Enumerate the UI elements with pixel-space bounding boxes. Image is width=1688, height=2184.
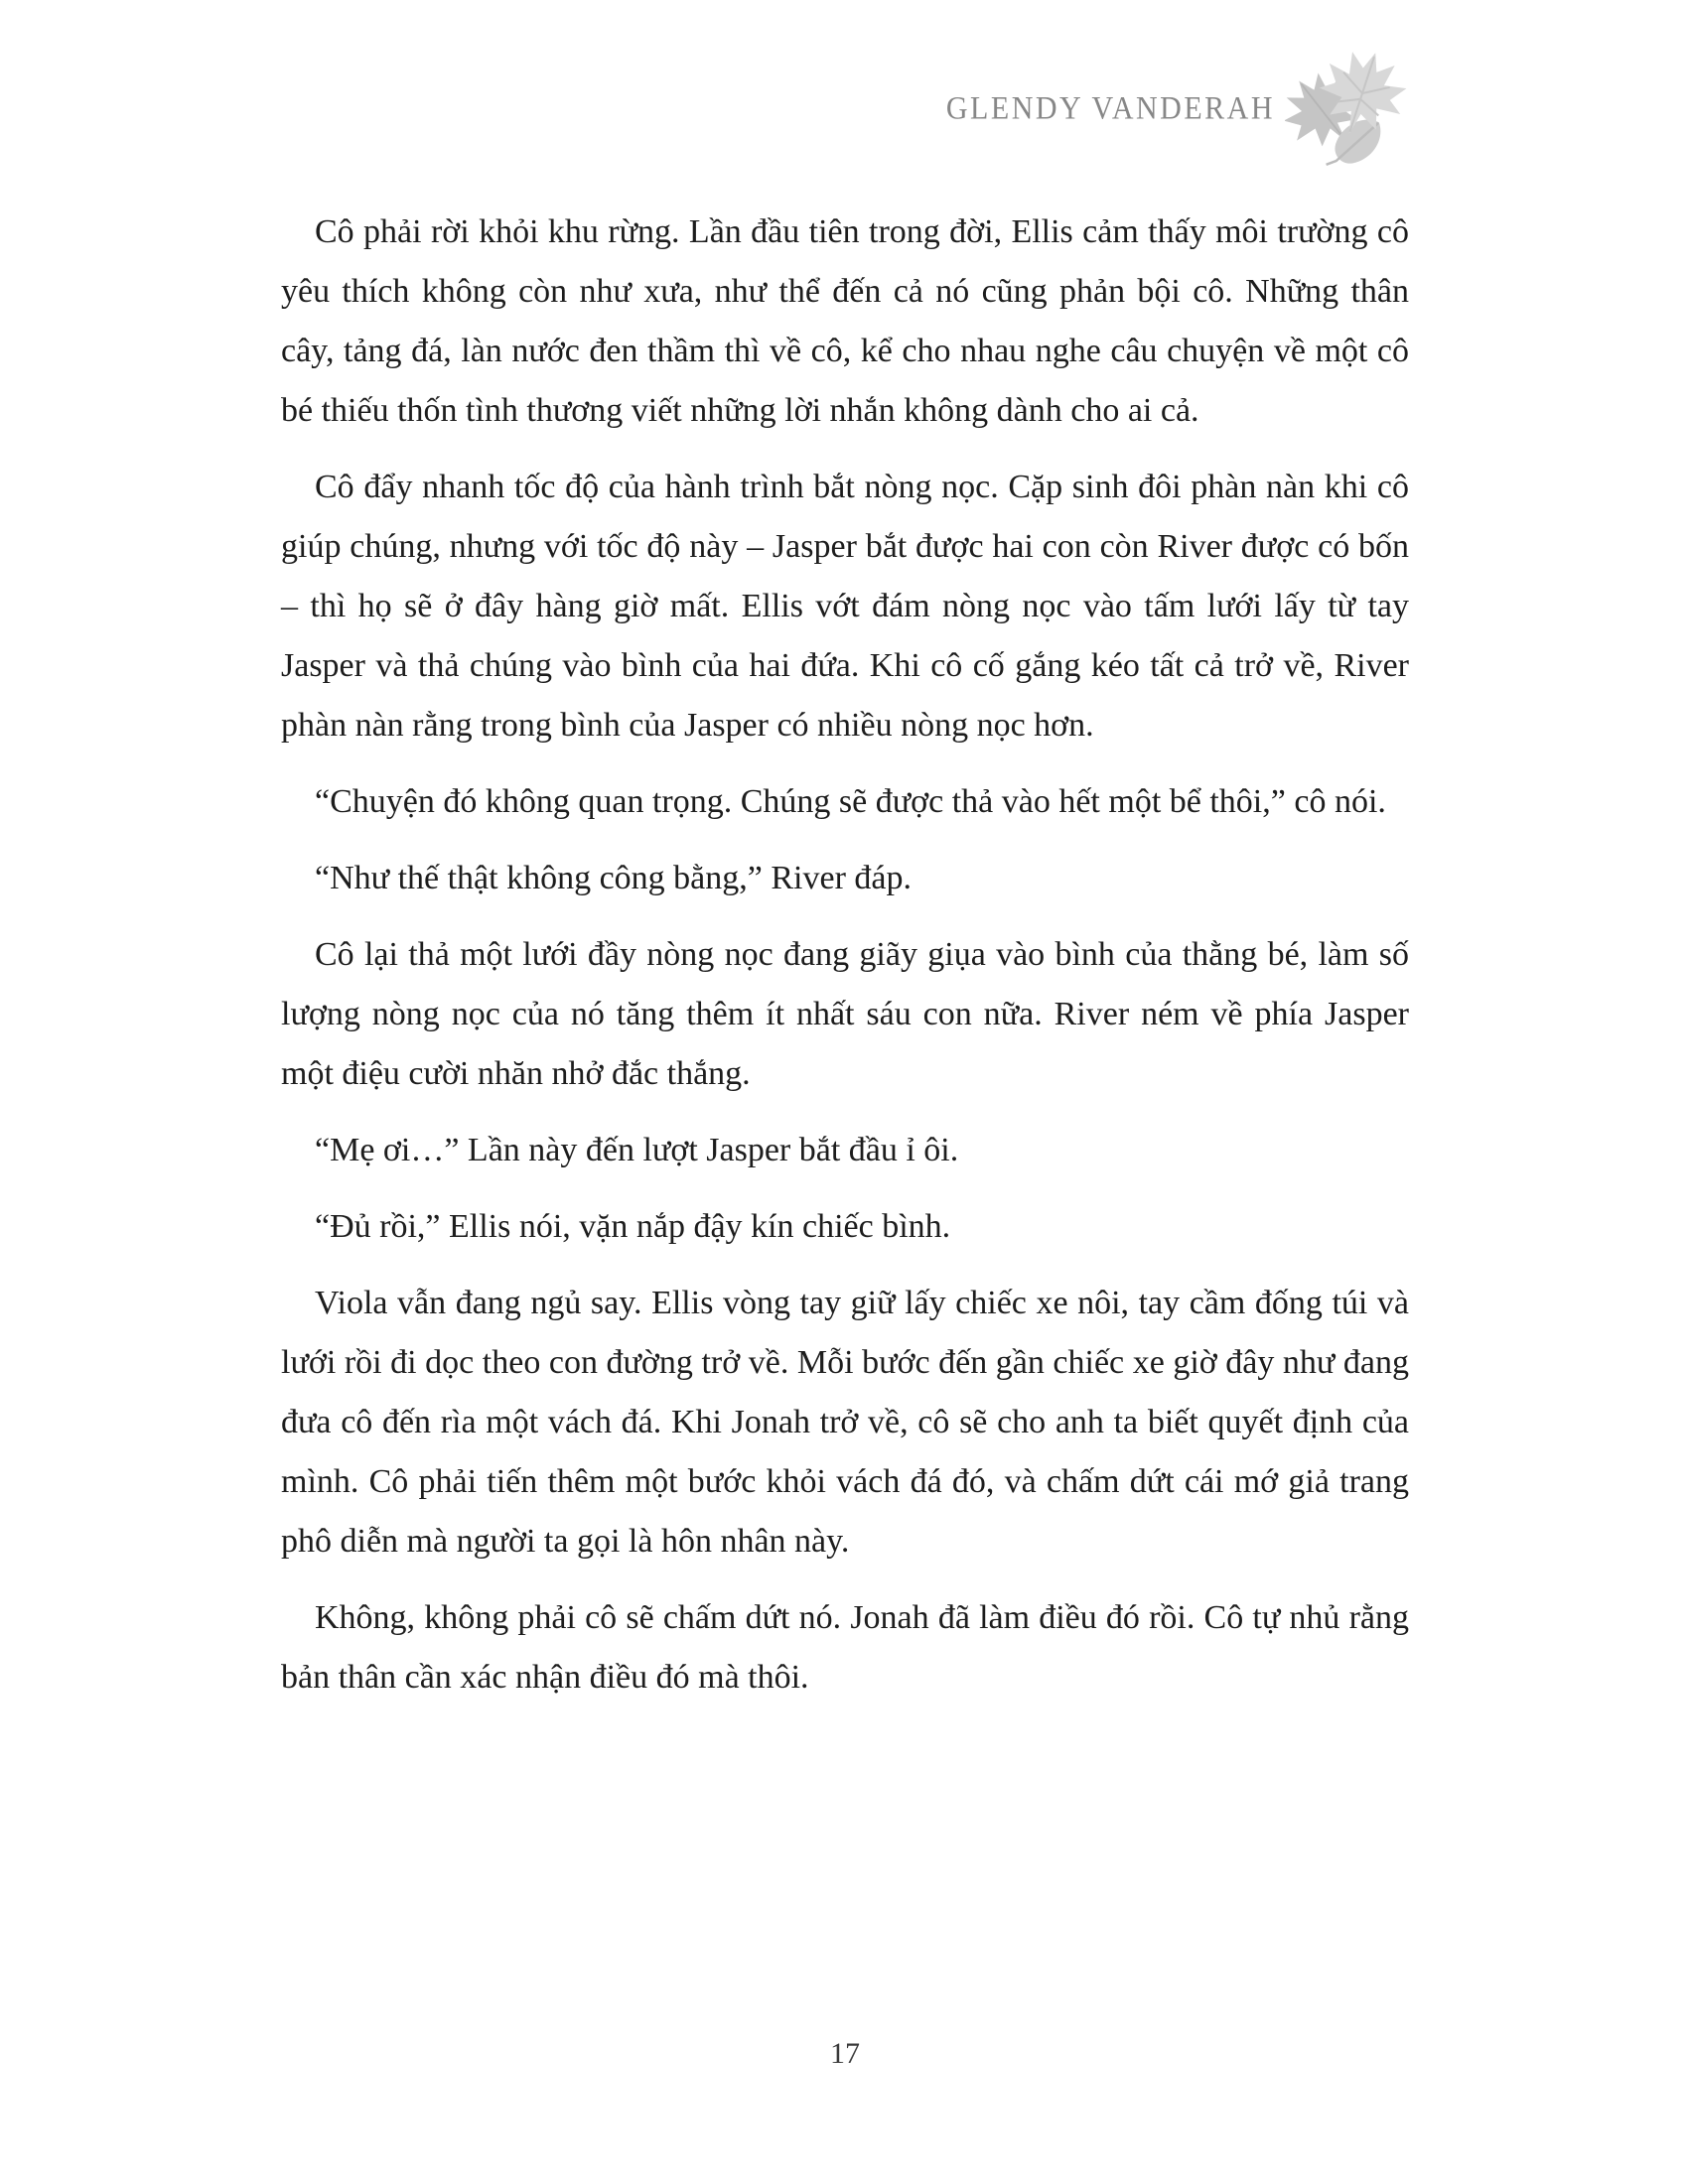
running-header-author: GLENDY VANDERAH [945, 90, 1275, 127]
paragraph: Viola vẫn đang ngủ say. Ellis vòng tay giữ lấy chiếc xe nôi, tay cầm đống túi và lưới rồi đi dọc theo con đường trở về. Mỗi bước đến gần chiếc xe giờ đây như đang đưa cô đến rìa một vách đá. Khi Jonah trở về, cô sẽ cho anh ta biết quyết định của mình. Cô phải tiến thêm một bước khỏi vách đá đó, và chấm dứt cái mớ giả trang phô diễn mà người ta gọi là hôn nhân này. [281, 1285, 1409, 1560]
page-number: 17 [830, 2037, 860, 2070]
paragraph: “Mẹ ơi…” Lần này đến lượt Jasper bắt đầu ỉ ôi. [315, 1132, 959, 1168]
paragraph: Cô lại thả một lưới đầy nòng nọc đang giãy giụa vào bình của thằng bé, làm số lượng nòng nọc của nó tăng thêm ít nhất sáu con nữa. River ném về phía Jasper một điệu cười nhăn nhở đắc thắng. [281, 936, 1409, 1092]
running-header [946, 48, 1418, 171]
maple-leaf-cluster-icon [1285, 50, 1418, 169]
paragraph: Không, không phải cô sẽ chấm dứt nó. Jonah đã làm điều đó rồi. Cô tự nhủ rằng bản thân cần xác nhận điều đó mà thôi. [281, 1599, 1409, 1696]
text-column [281, 203, 1409, 1724]
paragraph: “Như thế thật không công bằng,” River đáp. [315, 860, 912, 896]
paragraph: “Chuyện đó không quan trọng. Chúng sẽ được thả vào hết một bể thôi,” cô nói. [315, 783, 1386, 820]
paragraph: “Đủ rồi,” Ellis nói, vặn nắp đậy kín chiếc bình. [315, 1208, 951, 1245]
paragraph: Cô phải rời khỏi khu rừng. Lần đầu tiên trong đời, Ellis cảm thấy môi trường cô yêu thích không còn như xưa, như thể đến cả nó cũng phản bội cô. Những thân cây, tảng đá, làn nước đen thầm thì về cô, kể cho nhau nghe câu chuyện về một cô bé thiếu thốn tình thương viết những lời nhắn không dành cho ai cả. [281, 213, 1409, 429]
paragraph: Cô đẩy nhanh tốc độ của hành trình bắt nòng nọc. Cặp sinh đôi phàn nàn khi cô giúp chúng, nhưng với tốc độ này – Jasper bắt được hai con còn River được có bốn – thì họ sẽ ở đây hàng giờ mất. Ellis vớt đám nòng nọc vào tấm lưới lấy từ tay Jasper và thả chúng vào bình của hai đứa. Khi cô cố gắng kéo tất cả trở về, River phàn nàn rằng trong bình của Jasper có nhiều nòng nọc hơn. [281, 469, 1409, 744]
page-footer [281, 2037, 1409, 2071]
